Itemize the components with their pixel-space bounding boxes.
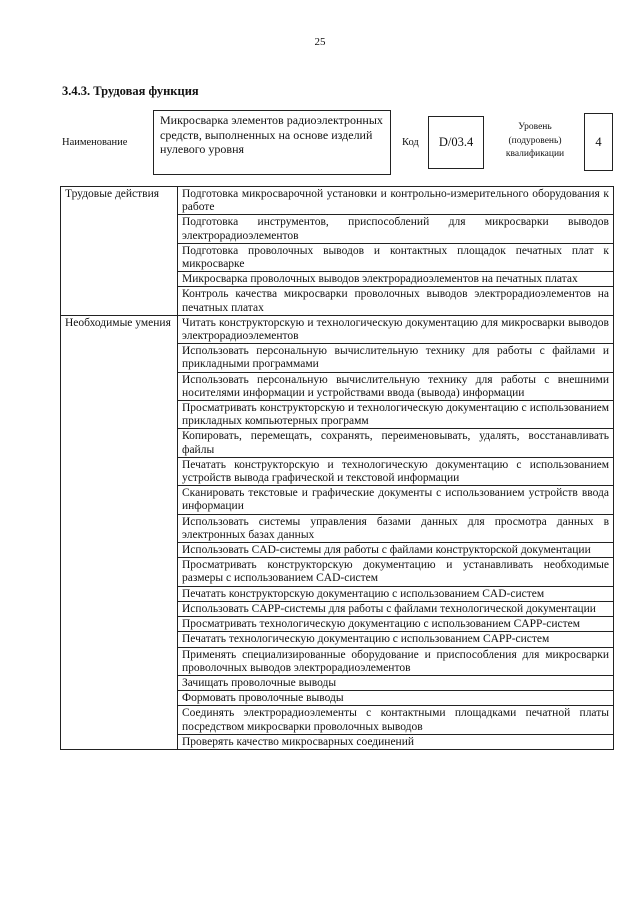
- item-cell: Использовать персональную вычислительную технику для работы с внешними носителями информации и устройствами ввода (вывода) информации: [178, 372, 614, 400]
- item-cell: Просматривать технологическую документацию с использованием CAPP-систем: [178, 617, 614, 632]
- code-value-box: D/03.4: [428, 116, 484, 169]
- item-cell: Подготовка проволочных выводов и контактных площадок печатных плат к микросварке: [178, 243, 614, 271]
- item-cell: Печатать конструкторскую документацию с использованием CAD-систем: [178, 586, 614, 601]
- item-cell: Микросварка проволочных выводов электрорадиоэлементов на печатных платах: [178, 272, 614, 287]
- item-cell: Проверять качество микросварных соединений: [178, 734, 614, 749]
- item-cell: Формовать проволочные выводы: [178, 691, 614, 706]
- item-cell: Использовать персональную вычислительную технику для работы с файлами и прикладными программами: [178, 344, 614, 372]
- page-number: 25: [314, 36, 326, 48]
- table-row: [61, 315, 614, 343]
- category-cell: Необходимые умения: [61, 315, 178, 749]
- section-title: 3.4.3. Трудовая функция: [62, 84, 199, 98]
- item-cell: Просматривать конструкторскую и технологическую документацию с использованием прикладных компьютерных программ: [178, 401, 614, 429]
- item-cell: Применять специализированные оборудование и приспособления для микросварки проволочных выводов электрорадиоэлементов: [178, 647, 614, 675]
- name-label: Наименование: [62, 137, 128, 148]
- item-cell: Использовать CAPP-системы для работы с файлами технологической документации: [178, 601, 614, 616]
- item-cell: Контроль качества микросварки проволочных выводов электрорадиоэлементов на печатных платах: [178, 287, 614, 315]
- item-cell: Печатать технологическую документацию с использованием CAPP-систем: [178, 632, 614, 647]
- category-cell: Трудовые действия: [61, 187, 178, 316]
- item-cell: Подготовка микросварочной установки и контрольно-измерительного оборудования к работе: [178, 187, 614, 215]
- item-cell: Просматривать конструкторскую документацию и устанавливать необходимые размеры с использованием CAD-систем: [178, 558, 614, 586]
- function-name-box: Микросварка элементов радиоэлектронных средств, выполненных на основе изделий нулевого уровня: [153, 110, 391, 175]
- level-label: Уровень (подуровень) квалификации: [505, 122, 565, 159]
- item-cell: Читать конструкторскую и технологическую документацию для микросварки выводов электрорадиоэлементов: [178, 315, 614, 343]
- item-cell: Копировать, перемещать, сохранять, переименовывать, удалять, восстанавливать файлы: [178, 429, 614, 457]
- code-label: Код: [402, 137, 419, 148]
- item-cell: Зачищать проволочные выводы: [178, 675, 614, 690]
- table-row: [61, 187, 614, 215]
- function-table: [60, 186, 614, 750]
- level-value-box: 4: [584, 113, 613, 171]
- item-cell: Подготовка инструментов, приспособлений для микросварки выводов электрорадиоэлементов: [178, 215, 614, 243]
- item-cell: Сканировать текстовые и графические документы с использованием устройств ввода информации: [178, 486, 614, 514]
- item-cell: Использовать системы управления базами данных для просмотра данных в электронных базах данных: [178, 514, 614, 542]
- item-cell: Использовать CAD-системы для работы с файлами конструкторской документации: [178, 543, 614, 558]
- item-cell: Соединять электрорадиоэлементы с контактными площадками печатной платы посредством микросварки проволочных выводов: [178, 706, 614, 734]
- item-cell: Печатать конструкторскую и технологическую документацию с использованием устройств вывода графической и текстовой информации: [178, 457, 614, 485]
